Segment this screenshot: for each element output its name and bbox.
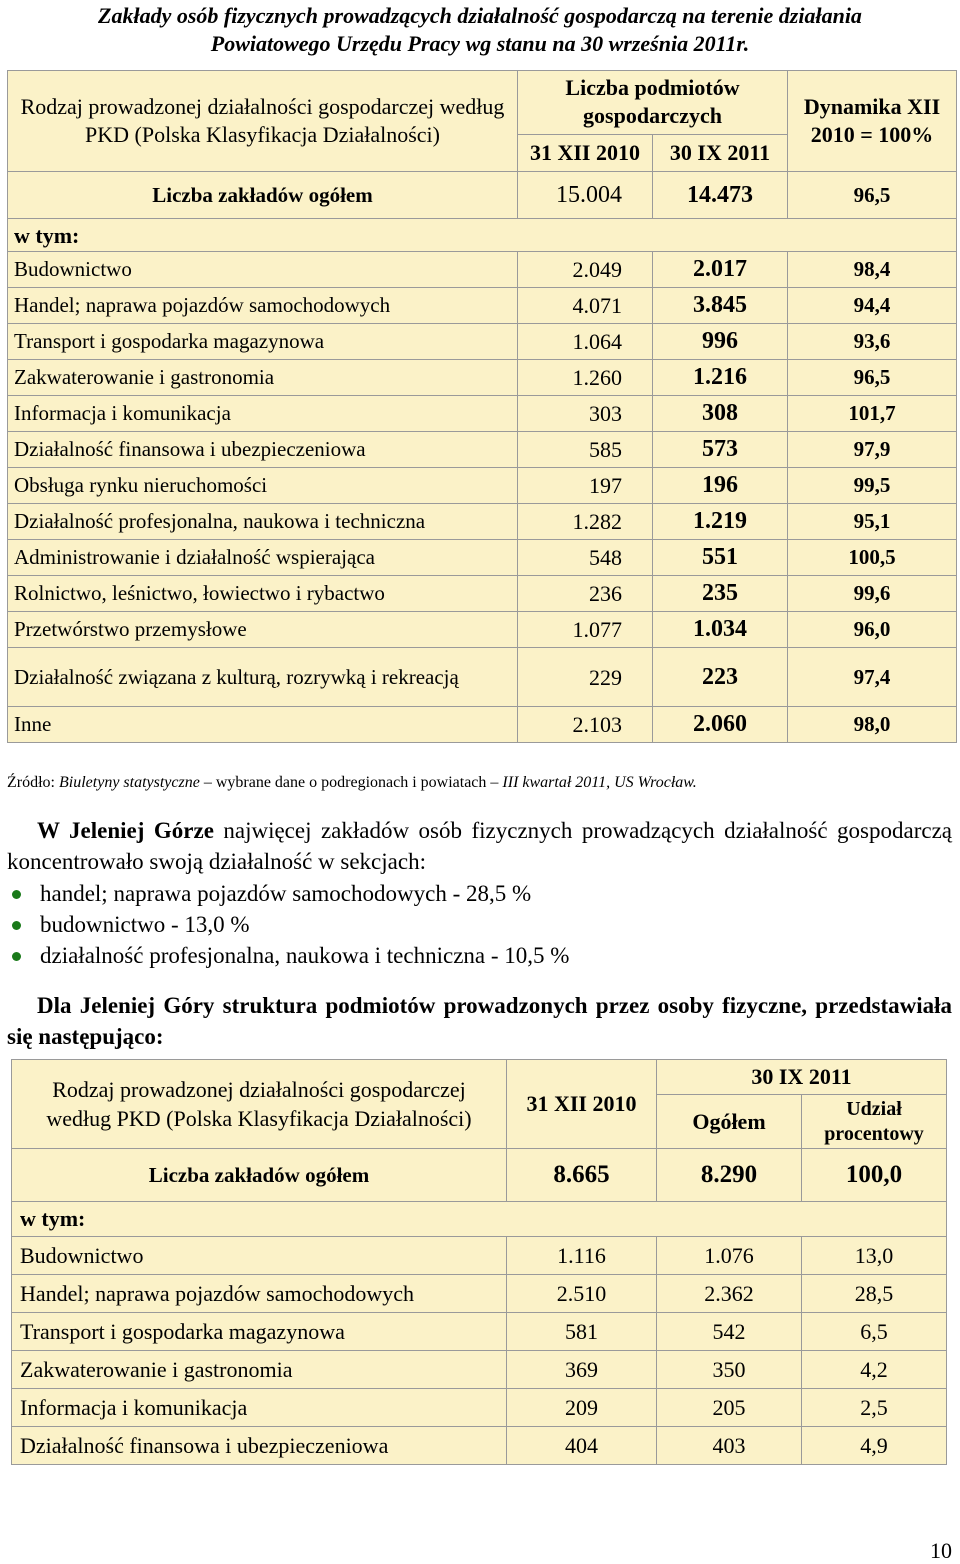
row-dynamics: 101,7: [788, 396, 957, 432]
total-dynamics: 96,5: [788, 172, 957, 219]
source-note: [7, 774, 697, 792]
row-value-2010: 369: [507, 1351, 657, 1389]
t2-total-2011: 8.290: [657, 1149, 802, 1202]
row-value-2010: 303: [518, 396, 653, 432]
bullet-item: handel; naprawa pojazdów samochodowych - 28,5 %: [10, 878, 569, 909]
row-label: Działalność finansowa i ubezpieczeniowa: [8, 432, 518, 468]
table-row: [8, 648, 957, 707]
row-dynamics: 98,4: [788, 252, 957, 288]
row-value-2010: 209: [507, 1389, 657, 1427]
row-label: Informacja i komunikacja: [12, 1389, 507, 1427]
row-value-2010: 197: [518, 468, 653, 504]
page-title-line-2: Powiatowego Urzędu Pracy wg stanu na 30 września 2011r.: [210, 31, 750, 56]
row-value-2010: 2.510: [507, 1275, 657, 1313]
t2-header-activity-kind: Rodzaj prowadzonej działalności gospodarczej według PKD (Polska Klasyfikacja Działalności): [12, 1060, 507, 1149]
source-period: III kwartał 2011, US Wrocław.: [502, 774, 697, 791]
row-label: Administrowanie i działalność wspierająca: [8, 540, 518, 576]
row-value-2010: 1.260: [518, 360, 653, 396]
in-which-label: w tym:: [8, 219, 957, 252]
row-value-2010: 2.049: [518, 252, 653, 288]
row-label: Rolnictwo, leśnictwo, łowiectwo i rybactwo: [8, 576, 518, 612]
pup-enterprises-table: [7, 70, 957, 743]
bullet-item: działalność profesjonalna, naukowa i techniczna - 10,5 %: [10, 940, 569, 971]
row-value-2011: 1.216: [653, 360, 788, 396]
row-label: Handel; naprawa pojazdów samochodowych: [12, 1275, 507, 1313]
table-row: [8, 540, 957, 576]
t2-header-total: Ogółem: [657, 1095, 802, 1149]
t2-in-which-label: w tym:: [12, 1202, 947, 1237]
row-label: Handel; naprawa pojazdów samochodowych: [8, 288, 518, 324]
row-label: Działalność profesjonalna, naukowa i techniczna: [8, 504, 518, 540]
row-value-2011: 3.845: [653, 288, 788, 324]
row-label: Inne: [8, 707, 518, 743]
row-value-2010: 581: [507, 1313, 657, 1351]
row-dynamics: 93,6: [788, 324, 957, 360]
jelenia-gora-structure-table: [11, 1059, 947, 1465]
row-dynamics: 95,1: [788, 504, 957, 540]
row-dynamics: 99,6: [788, 576, 957, 612]
t2-header-share: Udział procentowy: [802, 1095, 947, 1149]
table-row: [8, 360, 957, 396]
row-value-2011: 2.017: [653, 252, 788, 288]
row-value-2010: 1.116: [507, 1237, 657, 1275]
row-value-2011: 542: [657, 1313, 802, 1351]
row-dynamics: 96,5: [788, 360, 957, 396]
table-row: [8, 396, 957, 432]
row-value-2010: 548: [518, 540, 653, 576]
row-value-2011: 205: [657, 1389, 802, 1427]
row-dynamics: 98,0: [788, 707, 957, 743]
row-value-2011: 350: [657, 1351, 802, 1389]
t2-total-share: 100,0: [802, 1149, 947, 1202]
row-label: Obsługa rynku nieruchomości: [8, 468, 518, 504]
t2-header-date-2011: 30 IX 2011: [657, 1060, 947, 1095]
row-label: Przetwórstwo przemysłowe: [8, 612, 518, 648]
row-value-2011: 1.219: [653, 504, 788, 540]
structure-heading: Dla Jeleniej Góry struktura podmiotów prowadzonych przez osoby fizyczne, przedstawiała się następująco:: [7, 993, 952, 1049]
table-row: [8, 324, 957, 360]
header-dynamics: Dynamika XII 2010 = 100%: [788, 71, 957, 172]
row-dynamics: 97,9: [788, 432, 957, 468]
table-row: [8, 504, 957, 540]
t2-total-2010: 8.665: [507, 1149, 657, 1202]
row-value-2010: 1.282: [518, 504, 653, 540]
sector-bullet-list: [10, 878, 569, 971]
header-entity-count: Liczba podmiotów gospodarczych: [518, 71, 788, 135]
header-date-2010: 31 XII 2010: [518, 134, 653, 171]
table1-rows: [8, 252, 957, 743]
row-value-2010: 404: [507, 1427, 657, 1465]
table2-rows: [12, 1237, 947, 1465]
row-value-2010: 4.071: [518, 288, 653, 324]
row-share: 2,5: [802, 1389, 947, 1427]
table-row: [8, 468, 957, 504]
row-value-2011: 235: [653, 576, 788, 612]
row-label: Budownictwo: [12, 1237, 507, 1275]
row-value-2010: 585: [518, 432, 653, 468]
row-share: 28,5: [802, 1275, 947, 1313]
header-date-2011: 30 IX 2011: [653, 134, 788, 171]
bullet-item: budownictwo - 13,0 %: [10, 909, 569, 940]
row-value-2011: 196: [653, 468, 788, 504]
table-row: [8, 707, 957, 743]
total-row: [8, 172, 957, 219]
row-dynamics: 94,4: [788, 288, 957, 324]
row-value-2011: 308: [653, 396, 788, 432]
row-share: 4,2: [802, 1351, 947, 1389]
page-number: 10: [930, 1538, 952, 1563]
table-row: [12, 1275, 947, 1313]
table-row: [12, 1389, 947, 1427]
row-value-2011: 1.034: [653, 612, 788, 648]
row-label: Informacja i komunikacja: [8, 396, 518, 432]
table-row: [8, 252, 957, 288]
table-row: [8, 612, 957, 648]
row-share: 4,9: [802, 1427, 947, 1465]
row-value-2010: 2.103: [518, 707, 653, 743]
source-middle: – wybrane dane o podregionach i powiatach –: [199, 774, 503, 791]
row-label: Działalność finansowa i ubezpieczeniowa: [12, 1427, 507, 1465]
row-value-2010: 236: [518, 576, 653, 612]
row-label: Transport i gospodarka magazynowa: [12, 1313, 507, 1351]
row-value-2011: 2.362: [657, 1275, 802, 1313]
total-value-2010: 15.004: [518, 172, 653, 219]
row-dynamics: 96,0: [788, 612, 957, 648]
table-row: [12, 1237, 947, 1275]
t2-header-date-2010: 31 XII 2010: [507, 1060, 657, 1149]
table-row: [12, 1313, 947, 1351]
summary-paragraph: [7, 815, 952, 877]
row-value-2011: 223: [653, 648, 788, 707]
row-dynamics: 97,4: [788, 648, 957, 707]
total-label: Liczba zakładów ogółem: [8, 172, 518, 219]
row-label: Zakwaterowanie i gastronomia: [8, 360, 518, 396]
source-prefix: Źródło:: [7, 774, 59, 791]
header-activity-kind: Rodzaj prowadzonej działalności gospodarczej według PKD (Polska Klasyfikacja Działalności): [8, 71, 518, 172]
row-value-2011: 403: [657, 1427, 802, 1465]
row-share: 13,0: [802, 1237, 947, 1275]
row-value-2011: 2.060: [653, 707, 788, 743]
source-title: Biuletyny statystyczne: [59, 774, 200, 791]
row-value-2010: 1.064: [518, 324, 653, 360]
table-row: [8, 576, 957, 612]
row-value-2010: 229: [518, 648, 653, 707]
row-dynamics: 99,5: [788, 468, 957, 504]
t2-total-row: [12, 1149, 947, 1202]
t2-total-label: Liczba zakładów ogółem: [12, 1149, 507, 1202]
table-row: [8, 432, 957, 468]
row-value-2011: 551: [653, 540, 788, 576]
row-share: 6,5: [802, 1313, 947, 1351]
row-value-2011: 573: [653, 432, 788, 468]
summary-text: najwięcej zakładów osób fizycznych prowadzących działalność gospodarczą koncentrowało swoją działalność w sekcjach:: [7, 818, 952, 874]
row-dynamics: 100,5: [788, 540, 957, 576]
table-row: [12, 1351, 947, 1389]
row-value-2010: 1.077: [518, 612, 653, 648]
total-value-2011: 14.473: [653, 172, 788, 219]
row-label: Działalność związana z kulturą, rozrywką i rekreacją: [8, 648, 518, 707]
row-label: Budownictwo: [8, 252, 518, 288]
table-row: [8, 288, 957, 324]
city-name: W Jeleniej Górze: [37, 818, 214, 843]
row-label: Zakwaterowanie i gastronomia: [12, 1351, 507, 1389]
row-label: Transport i gospodarka magazynowa: [8, 324, 518, 360]
page-title-line-1: Zakłady osób fizycznych prowadzących działalność gospodarczą na terenie działania: [98, 3, 862, 28]
table-row: [12, 1427, 947, 1465]
row-value-2011: 1.076: [657, 1237, 802, 1275]
row-value-2011: 996: [653, 324, 788, 360]
